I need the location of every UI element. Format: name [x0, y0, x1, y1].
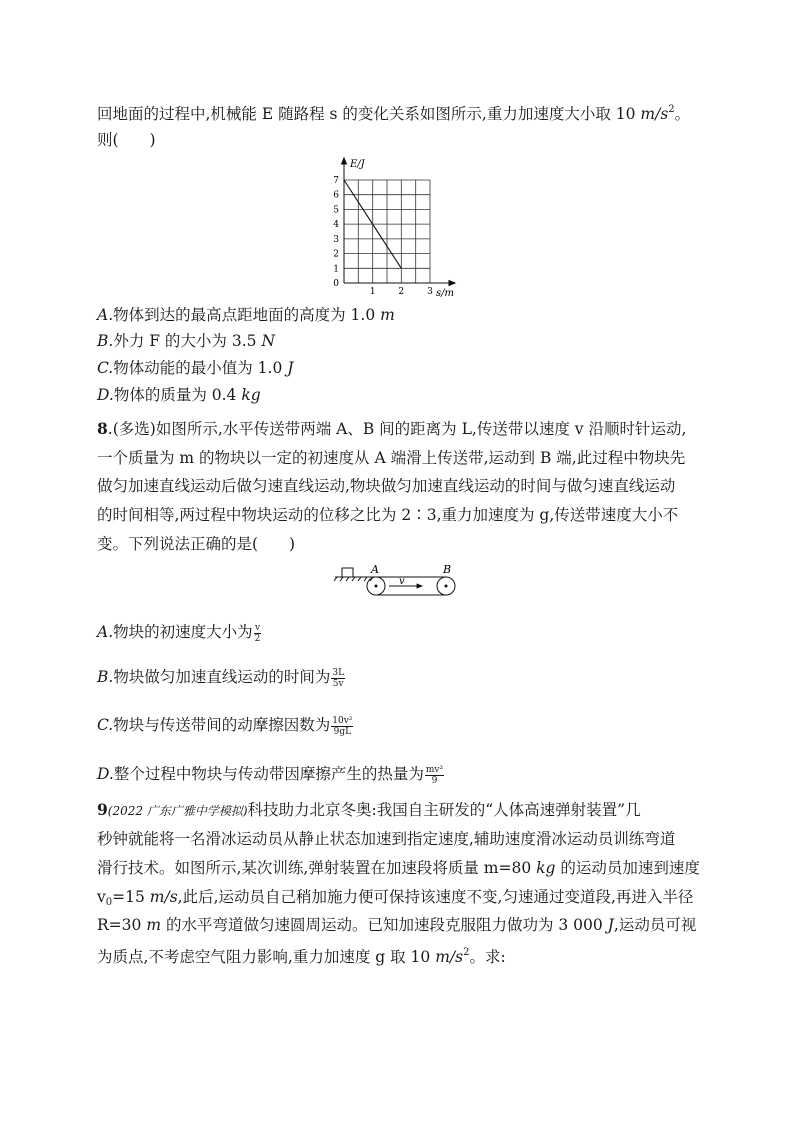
- label-v: v: [399, 576, 405, 587]
- q8-stem-line5: 变。下列说法正确的是( ): [97, 535, 296, 553]
- q8-option-b: [97, 667, 707, 689]
- graph-yticks: [333, 176, 339, 289]
- q8-line1-text: .(多选)如图所示,水平传送带两端 A、B 间的距离为 L,传送带以速度 v 沿顺时针运动,: [107, 420, 687, 438]
- q9-stem-line1: [97, 800, 707, 821]
- q9-line6-text-b: 。求:: [469, 948, 506, 966]
- option-text: 物体到达的最高点距地面的高度为 1.0: [113, 306, 381, 324]
- q9-line6-unit-exp: 2: [463, 947, 470, 958]
- option-text: 整个过程中物块与传动带因摩擦产生的热量为: [113, 765, 424, 783]
- ytick-2: 2: [333, 249, 339, 260]
- option-letter: B.: [97, 332, 114, 350]
- q7-stem-end: 。: [674, 105, 691, 123]
- graph-grid: [344, 180, 430, 283]
- fraction-denominator: 9: [431, 775, 438, 786]
- option-fraction: [425, 765, 444, 786]
- option-letter: C.: [97, 716, 114, 734]
- fraction-numerator: 10v²: [332, 715, 353, 726]
- q8-stem-line3: 做匀加速直线运动后做匀速直线运动,物块做匀加速直线运动的时间与做匀速直线运动: [97, 477, 676, 495]
- q7-option-d: [97, 385, 707, 405]
- ytick-7: 7: [333, 176, 339, 186]
- option-unit: kg: [241, 386, 261, 404]
- q9-stem-line2: 秒钟就能将一名滑冰运动员从静止状态加速到指定速度,辅助速度滑冰运动员训练弯道: [97, 830, 676, 848]
- q9-line4-text-a: =15: [112, 888, 150, 906]
- q9-line6-text-a: 为质点,不考虑空气阻力影响,重力加速度 g 取 10: [97, 948, 436, 966]
- fraction-numerator: mv²: [425, 764, 444, 775]
- label-b: B: [443, 563, 452, 576]
- q9-v0-subscript: 0: [105, 897, 113, 908]
- option-text: 物块与传送带间的动摩擦因数为: [113, 716, 331, 734]
- option-text: 外力 F 的大小为 3.5: [113, 332, 262, 350]
- q9-line3-text-b: 的运动员加速到速度: [555, 859, 700, 877]
- graph-xlabel: s/m: [436, 288, 454, 299]
- fraction-numerator: 3L: [332, 667, 345, 678]
- q7-stem-unit-exp: 2: [668, 104, 675, 115]
- graph-xticks: [370, 287, 433, 297]
- option-unit: m: [380, 306, 395, 324]
- q9-line1-text: 科技助力北京冬奥:我国自主研发的“人体高速弹射装置”几: [247, 801, 641, 819]
- q9-line5-text-c: ,运动员可视: [613, 916, 697, 934]
- fraction-denominator: 2: [254, 633, 261, 644]
- q7-stem-line1: [97, 100, 707, 124]
- q7-option-a: [97, 305, 707, 325]
- option-letter: D.: [97, 386, 114, 404]
- q9-stem-line3: [97, 858, 707, 878]
- ytick-3: 3: [333, 234, 339, 245]
- fraction-denominator: 9gL: [333, 726, 352, 737]
- velocity-arrow: [389, 584, 422, 588]
- option-text: 物块做匀加速直线运动的时间为: [113, 668, 331, 686]
- option-fraction: [331, 668, 345, 689]
- q8-stem-line4: 的时间相等,两过程中物块运动的位移之比为 2∶3,重力加速度为 g,传送带速度大小不: [97, 506, 679, 524]
- option-text: 物块的初速度大小为: [113, 623, 253, 641]
- block: [342, 568, 353, 577]
- q8-stem-line2: 一个质量为 m 的物块以一定的初速度从 A 端滑上传送带,运动到 B 端,此过程中物块先: [97, 449, 686, 467]
- q9-stem-line4: [97, 887, 707, 913]
- q9-line5-unit: m: [146, 916, 162, 934]
- xtick-2: 2: [398, 287, 405, 297]
- option-fraction: [331, 716, 353, 737]
- xtick-3: 3: [427, 287, 433, 297]
- q9-source: (2022 广东广雅中学模拟): [107, 804, 248, 818]
- q9-line5-text-b: 的水平弯道做匀速圆周运动。已知加速段克服阻力做功为 3 000: [161, 916, 608, 934]
- q9-stem-line5: [97, 915, 707, 935]
- graph-ylabel: E/J: [350, 159, 365, 170]
- option-letter: A.: [97, 623, 114, 641]
- ytick-0: 0: [333, 279, 339, 289]
- xtick-1: 1: [369, 287, 376, 297]
- pulley-b-center: [445, 585, 448, 588]
- option-letter: D.: [97, 765, 114, 783]
- q8-conveyor-figure: [333, 562, 463, 600]
- q9-line4-text-b: ,此后,运动员自己稍加施力便可保持该速度不变,匀速通过变道段,再进入半径: [177, 888, 694, 906]
- q7-stem-line2: 则( ): [97, 131, 156, 149]
- q8-stem-line1: [97, 419, 707, 439]
- q9-number: 9: [97, 800, 108, 819]
- option-unit: N: [261, 332, 276, 350]
- q9-line6-unit: m/s: [435, 948, 464, 966]
- option-letter: C.: [97, 359, 114, 377]
- option-letter: B.: [97, 668, 114, 686]
- q9-line5-text-a: R=30: [97, 916, 147, 934]
- q7-option-c: [97, 358, 707, 378]
- q9-line3-text-a: 滑行技术。如图所示,某次训练,弹射装置在加速段将质量 m=80: [97, 859, 537, 877]
- option-letter: A.: [97, 306, 114, 324]
- ytick-1: 1: [333, 264, 339, 275]
- q7-stem-text: 回地面的过程中,机械能 E 随路程 s 的变化关系如图所示,重力加速度大小取 10: [97, 105, 641, 123]
- option-fraction: [254, 623, 262, 644]
- option-text: 物体的质量为 0.4: [113, 386, 242, 404]
- fraction-denominator: 5v: [332, 678, 344, 689]
- q9-v0-symbol: v: [97, 888, 106, 906]
- ytick-6: 6: [333, 190, 339, 201]
- option-unit: J: [287, 359, 294, 377]
- q8-option-d: [97, 764, 707, 786]
- q7-option-b: [97, 331, 707, 351]
- q9-stem-line6: [97, 943, 707, 967]
- pulley-a-center: [375, 585, 378, 588]
- label-a: A: [371, 563, 379, 576]
- q9-line3-unit: kg: [536, 859, 556, 877]
- q7-energy-graph: [325, 150, 465, 300]
- fraction-numerator: v: [254, 622, 261, 633]
- q9-line5-unit2: J: [607, 916, 614, 934]
- q8-option-c: [97, 715, 707, 737]
- q8-option-a: [97, 622, 707, 644]
- q7-stem-unit: m/s: [640, 105, 669, 123]
- q8-number: 8: [97, 419, 108, 438]
- q9-line4-unit: m/s: [149, 888, 178, 906]
- ytick-4: 4: [333, 220, 339, 231]
- option-text: 物体动能的最小值为 1.0: [113, 359, 288, 377]
- ytick-5: 5: [333, 205, 339, 216]
